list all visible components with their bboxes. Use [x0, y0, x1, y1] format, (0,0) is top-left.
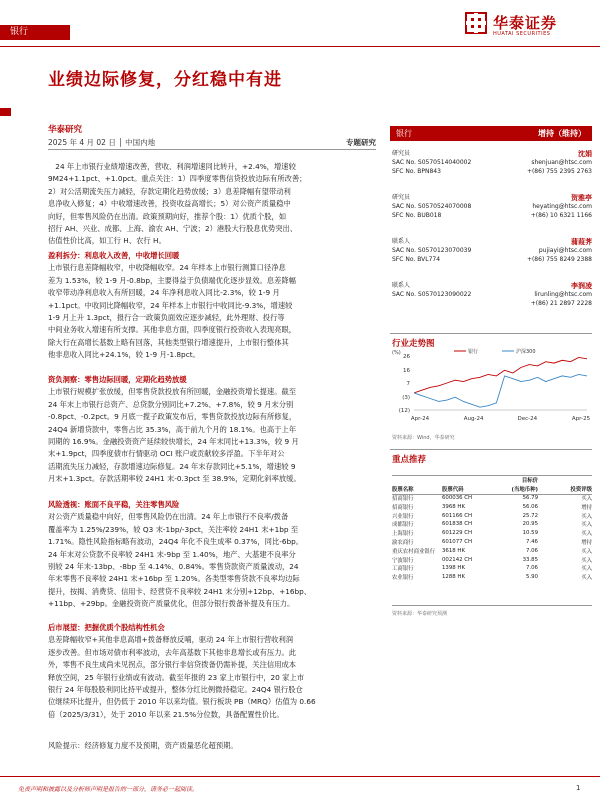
table-row: [392, 564, 592, 573]
y-tick-label: 7: [406, 381, 410, 387]
table-cell: 1288 HK: [442, 574, 466, 581]
analyst-field: SAC No. S0570123070039: [392, 246, 472, 254]
x-tick-label: Apr-25: [571, 416, 591, 422]
analyst-card: [392, 282, 592, 308]
analyst-contact[interactable]: lirunling@htsc.com: [534, 290, 592, 298]
chart-source: 资料来源：Wind，华泰研究: [392, 435, 455, 441]
chart-title: 行业走势图: [392, 339, 435, 349]
table-cell: 工商银行: [392, 566, 414, 573]
paragraph-line: 年末零售不良率较 24H1 末+16bp 至 1.20%。各类型零售贷款不良率均边际: [48, 574, 300, 584]
table-cell: 买入: [581, 531, 592, 538]
y-tick-label: 26: [403, 354, 410, 360]
table-cell: 招商银行: [392, 504, 414, 511]
table-cell: 买入: [581, 548, 592, 555]
table-cell: 56.06: [522, 503, 538, 510]
x-tick-label: Dec-24: [517, 416, 538, 422]
paragraph-line: 覆盖率为 1.25%/239%，较 Q3 末-1bp/-3pct，关注率较 24H1 末+1bp 至: [48, 524, 299, 534]
table-cell: 重庆农村商业银行: [392, 548, 436, 555]
analyst-field: 联系人: [392, 282, 411, 289]
paragraph-line: 月末+1.3pct。存款活期率较 24H1 末-0.3pct 至 38.9%，定期化斜率放缓。: [48, 474, 301, 484]
table-cell: 增持: [581, 504, 592, 511]
analyst-field: SFC No. BUB018: [392, 211, 442, 219]
logo: [465, 10, 590, 40]
paragraph: [48, 374, 378, 486]
table-cell: 买入: [581, 575, 592, 582]
paragraph-line: 逐步改善。但市场对债市利率波动，去年高基数下其他非息增长或有压力。此: [48, 647, 297, 657]
paragraph-line: 上市银行息差降幅收窄，中收降幅收窄。24 年样本上市银行测算口径净息: [48, 263, 286, 273]
meta-rule: [48, 149, 376, 150]
table-cell: 买入: [581, 513, 592, 520]
y-tick-label: 16: [403, 368, 410, 375]
table-cell: 农业银行: [392, 575, 414, 582]
page-number: 1: [576, 784, 581, 792]
paragraph-line: 向好，但零售风险仍在出清。政策预期向好，推荐个股：1）优质个股，如: [48, 211, 287, 221]
trend-chart: [392, 348, 592, 430]
paragraph-line: 外，零售不良生成尚未见拐点，部分银行非信贷拨备仍需补提，关注信用成本: [48, 660, 297, 670]
y-unit-label: (%): [392, 350, 401, 356]
table-cell: 56.79: [522, 494, 538, 501]
paragraph-line: 对公资产质量稳中向好，但零售风险仍在出清。24 年上市银行不良率/拨备: [48, 512, 289, 522]
analyst-field: SFC No. BVL774: [392, 255, 441, 263]
legend-label: 沪深300: [516, 349, 536, 355]
table-header-row: 目标价: [521, 478, 538, 485]
analyst-contact[interactable]: +(86) 755 8249 2388: [526, 255, 592, 263]
analyst-name: 蒲葭荠: [571, 238, 592, 246]
paragraph-line: 1-9 月上升 1.3pct，报行合一政策负面效应逐步减轻，此外理财、投行等: [48, 313, 285, 323]
table-cell: 宁波银行: [392, 557, 414, 564]
analyst-card: [392, 238, 592, 264]
table-cell: 上海银行: [392, 531, 414, 538]
paragraph-line: 24 年上市银行业绩增速改善，营收、利润增速同比转升，+2.4%，增速较: [55, 162, 296, 171]
table-cell: 601838 CH: [442, 521, 473, 528]
table-cell: 7.46: [525, 538, 538, 545]
paragraph: [48, 161, 378, 248]
table-row: [392, 573, 592, 582]
table-row: [392, 520, 592, 529]
analyst-field: SAC No. S0570524070008: [392, 202, 472, 210]
footer-rule: [0, 776, 600, 777]
table-row: [392, 538, 592, 547]
analyst-name: 李润凌: [571, 282, 592, 290]
paragraph-line: -0.8pct、-0.2pct。9 月底一揽子政策发布后，零售贷款投放边际有所修复，: [48, 412, 297, 422]
paragraph-line: +11bp、+29bp。金融投资资产质量优化，但部分银行拨备补提及有压力。: [48, 599, 295, 609]
table-cell: 3968 HK: [442, 503, 466, 510]
logo-name-cn: 华泰证券: [493, 14, 558, 32]
analyst-field: 联系人: [392, 238, 411, 245]
report-type: 专题研究: [346, 138, 376, 147]
rating-bar: [390, 126, 592, 141]
table-cell: 1398 HK: [442, 565, 466, 572]
x-tick-label: Aug-24: [463, 416, 484, 422]
series-line-1: [414, 374, 587, 407]
paragraph-line: 他非息收入同比+24.1%，较 1-9 月-1.8pct。: [48, 350, 200, 360]
paragraph-line: 位继续环比提升，但仍低于 2010 年以来均值。银行板块 PB（MRQ）估值为 0.66: [48, 697, 316, 707]
table-row: [392, 546, 592, 555]
paragraph-line: 差为 1.53%，较 1-9 月-0.8bp，主要得益于负债端优化逐步显效。息差降幅: [48, 275, 296, 285]
paragraph-line: 末+1.9pct，四季度债市行情驱动 OCI 账户或贡献较多浮盈。下半年对公: [48, 449, 285, 459]
paragraph-line: 活期流失压力减轻，存款增速边际修复。24 年末存款同比+5.1%，增速较 9: [48, 461, 296, 471]
paragraph-line: 收窄带动净利息收入有所回暖，24 年净利息收入同比-2.3%，较 1-9 月: [48, 288, 280, 298]
analyst-name: 贺雅亭: [571, 194, 592, 202]
paragraph-line: 别较 24 年末-13bp、-8bp 至 4.14%、0.84%。零售贷款资产质量波动，24: [48, 562, 299, 572]
analyst-field: 研究员: [392, 194, 411, 201]
analyst-contact[interactable]: +(86) 755 2395 2763: [526, 167, 592, 175]
paragraph-line: 同期的 16.9%。金融投资资产延续较快增长，24 年末同比+13.3%，较 9 月: [48, 437, 299, 447]
table-row: [392, 555, 592, 564]
table-cell: 20.95: [522, 521, 538, 528]
analyst-contact[interactable]: heyating@htsc.com: [532, 202, 592, 210]
x-tick-label: Apr-24: [410, 416, 430, 422]
paragraph-line: 释放空间，25 年银行业绩或有波动。截至年报的 23 家上市银行中，20 家上市: [48, 672, 305, 682]
paragraph-line: 9M24+1.1pct、+1.0pct。重点关注：1）四季度零售信贷投放边际有所改善；: [48, 174, 307, 184]
report-title: 业绩边际修复，分红稳中有进: [48, 70, 282, 90]
paragraph-line: 24Q4 新增贷款中，零售占比 35.3%，高于前九个月的 18.1%。也高于上年: [48, 424, 297, 434]
table-cell: 买入: [581, 495, 592, 502]
paragraph-line: 24 年末对公贷款不良率较 24H1 末-9bp 至 1.40%，地产、大基建不良率分: [48, 549, 296, 559]
rating-label: 增持（维持）: [538, 129, 586, 138]
table-cell: 7.06: [525, 547, 538, 554]
table-cell: 兴业银行: [392, 513, 414, 520]
paragraph-line: 估值性价比高，如工行 H、农行 H。: [48, 236, 166, 246]
report-date: 2025 年 4 月 02 日 │ 中国内地: [48, 138, 156, 147]
table-source: 资料来源：华泰研究预测: [392, 611, 448, 617]
logo-name-en: HUATAI SECURITIES: [493, 31, 551, 37]
series-line-0: [414, 357, 587, 393]
chart-top-rule: [390, 333, 592, 334]
table-cell: 买入: [581, 522, 592, 529]
analyst-field: SFC No. BPN843: [392, 167, 441, 175]
table-cell: 10.59: [522, 530, 538, 537]
analyst-contact[interactable]: +(86) 21 2897 2228: [530, 299, 592, 307]
analyst-name: 沈娟: [578, 150, 592, 158]
analyst-card: [392, 194, 592, 220]
paragraph-lead: 资负洞察：零售边际回暖，定期化趋势放缓: [48, 375, 187, 384]
table-cell: 招商银行: [392, 495, 414, 502]
huatai-logo-icon: [465, 12, 487, 34]
paragraph-line: 除大行在高增长基数上略有回落，其他类型银行增速提升，上市银行整体其: [48, 337, 289, 347]
table-cell: 成都银行: [392, 522, 414, 529]
paragraph-line: 提升，按揭、消费贷、信用卡、经营贷不良率较 24H1 末分别+12bp、+16bp、: [48, 586, 312, 596]
paragraph-line: 2）对公活期流失压力减轻，存款定期化趋势放缓；3）息差降幅有望带动利: [48, 186, 291, 196]
table-header-row: 股票名称 股票代码 (当地币种) 投资评级: [392, 487, 592, 494]
header-rule: [0, 46, 600, 47]
table-cell: 买入: [581, 557, 592, 564]
legend-label: 银行: [468, 349, 479, 355]
paragraph-line: 中间业务收入增速有所支撑。其他非息方面，四季度银行投资收入表现亮眼，: [48, 325, 297, 335]
paragraph-line: 招行 AH、兴业、成都、上海、渝农 AH、宁波；2）港股大行股息优势突出、: [48, 224, 298, 234]
paragraph: [48, 622, 378, 721]
paragraph-line: 24 年末上市银行总资产、总贷款分别同比+7.2%、+7.8%，较 9 月末分别: [48, 399, 294, 409]
table-row: [392, 502, 592, 511]
table-header-rule: [392, 494, 592, 495]
paragraph-line: 风险提示：经济修复力度不及预期，资产质量恶化超预期。: [48, 741, 238, 750]
paragraph-line: +1.1pct。中收同比降幅收窄，24 年样本上市银行中收同比-9.3%，增速较: [48, 300, 293, 310]
paragraph: [48, 499, 378, 611]
table-row: [392, 511, 592, 520]
paragraph: [48, 250, 378, 362]
paragraph-line: 1.71%。隐性风险指标略有波动，24Q4 年化不良生成率 0.37%，同比-6bp。: [48, 537, 304, 547]
disclaimer: 免责声明和披露以及分析师声明是报告的一部分，请务必一起阅读。: [18, 786, 199, 793]
category-tag: 银行: [0, 25, 70, 40]
report-meta: [48, 137, 376, 148]
paragraph: [48, 740, 378, 752]
paragraph-lead: 后市展望：把握优质个股结构性机会: [48, 623, 165, 632]
analyst-field: 研究员: [392, 150, 411, 157]
paragraph-line: 倍（2025/3/31），处于 2010 年以来 21.5%分位数，具备配置性价比。: [48, 709, 284, 719]
table-cell: 33.85: [522, 556, 538, 563]
analyst-card: [392, 150, 592, 176]
sector-label: 银行: [396, 129, 412, 138]
paragraph-line: 息净收入修复；4）中收增速改善，投资收益高增长；5）对公资产质量稳中: [48, 199, 291, 209]
paragraph-line: 息差降幅收窄+其他非息高增+拨备释放反哺，驱动 24 年上市银行营收利润: [48, 635, 294, 645]
table-cell: 7.06: [525, 565, 538, 572]
table-cell: 买入: [581, 566, 592, 573]
y-tick-label: (3): [402, 395, 410, 402]
table-bottom-rule: [392, 605, 592, 606]
analyst-contact[interactable]: shenjuan@htsc.com: [531, 158, 592, 166]
analyst-contact[interactable]: +(86) 10 6321 1166: [530, 211, 592, 219]
table-cell: 3618 HK: [442, 547, 466, 554]
recommend-table: [392, 476, 592, 582]
paragraph-line: 上市银行规模扩张放缓，但零售贷款投放有所回暖，金融投资增长提速。截至: [48, 387, 297, 397]
table-cell: 601166 CH: [442, 512, 473, 519]
table-row: [392, 529, 592, 538]
accent-block: [0, 108, 11, 116]
paragraph-lead: 盈利拆分：利息收入改善，中收增长回暖: [48, 251, 180, 260]
table-cell: 增持: [581, 539, 592, 546]
y-tick-label: (12): [398, 408, 410, 414]
author: 华泰研究: [48, 125, 83, 135]
table-cell: 601077 CH: [442, 538, 473, 545]
analyst-field: SAC No. S0570514040002: [392, 158, 472, 166]
analyst-contact[interactable]: pujiayi@htsc.com: [538, 246, 592, 254]
table-cell: 002142 CH: [442, 556, 473, 563]
table-cell: 渝农商行: [392, 539, 414, 546]
table-cell: 5.90: [525, 574, 538, 581]
table-cell: 601229 CH: [442, 530, 473, 537]
table-title: 重点推荐: [392, 455, 427, 465]
table-cell: 600036 CH: [442, 494, 473, 501]
table-cell: 25.72: [522, 512, 538, 519]
table-section-rule: [390, 449, 592, 450]
paragraph-lead: 风险透视：账面不良平稳，关注零售风险: [48, 500, 180, 509]
analyst-field: SAC No. S0570123090022: [392, 290, 472, 298]
paragraph-line: 银行 24 年每股股利同比持平或提升，整体分红比例微持稳定。24Q4 银行股仓: [48, 685, 303, 695]
